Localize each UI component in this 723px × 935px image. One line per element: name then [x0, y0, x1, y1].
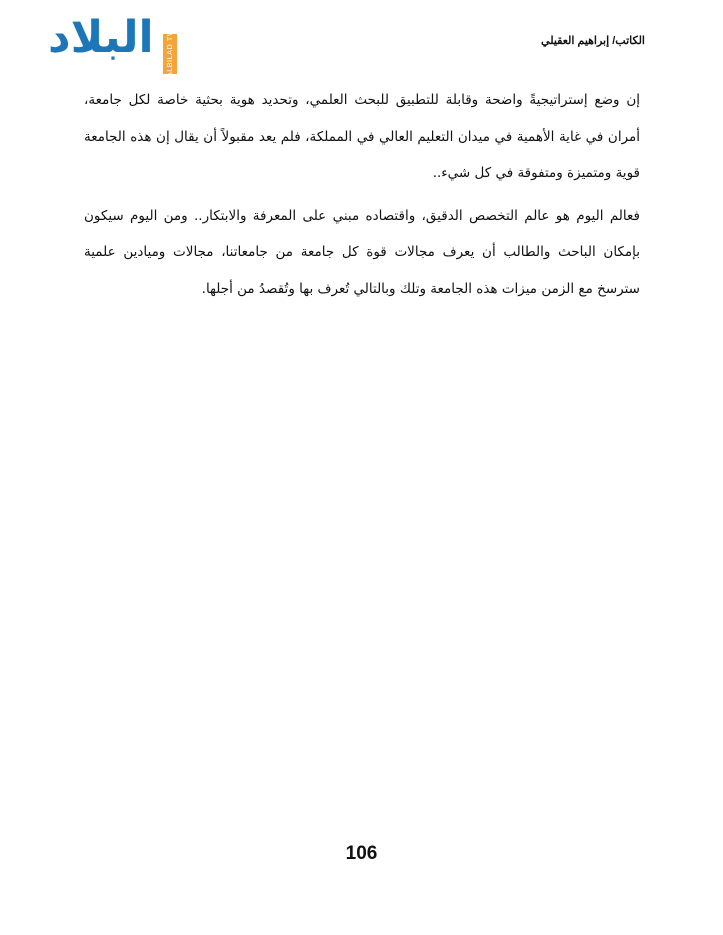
- logo-tv-tag: [163, 30, 177, 78]
- article-body: [84, 82, 640, 313]
- page-number: 106: [345, 843, 378, 864]
- albilad-logo: [48, 12, 178, 78]
- author-name: الكاتب/ إبراهيم العقيلي: [541, 35, 645, 47]
- paragraph-1: إن وضع إستراتيجيةً واضحة وقابلة للتطبيق للبحث العلمي، وتحديد هوية بحثية خاصة لكل جامعة، أمران في غاية الأهمية في ميدان التعليم العالي في المملكة، فلم يعد مقبولاً أن يقال إن هذه الجامعة قوية ومتميزة ومتفوقة في كل شيء..: [84, 92, 640, 181]
- logo-wordmark: البلاد: [48, 12, 154, 63]
- logo-tv-tag-text: ALBILAD TV: [166, 30, 174, 78]
- paragraph-2: فعالم اليوم هو عالم التخصص الدقيق، واقتصاده مبني على المعرفة والابتكار.. ومن اليوم سيكون بإمكان الباحث والطالب أن يعرف مجالات قوة كل جامعة من جامعاتنا، مجالات وميادين علمية سترسخ مع الزمن ميزات هذه الجامعة وتلك وبالتالي تُعرف بها وتُقصدُ من أجلها.: [84, 207, 640, 297]
